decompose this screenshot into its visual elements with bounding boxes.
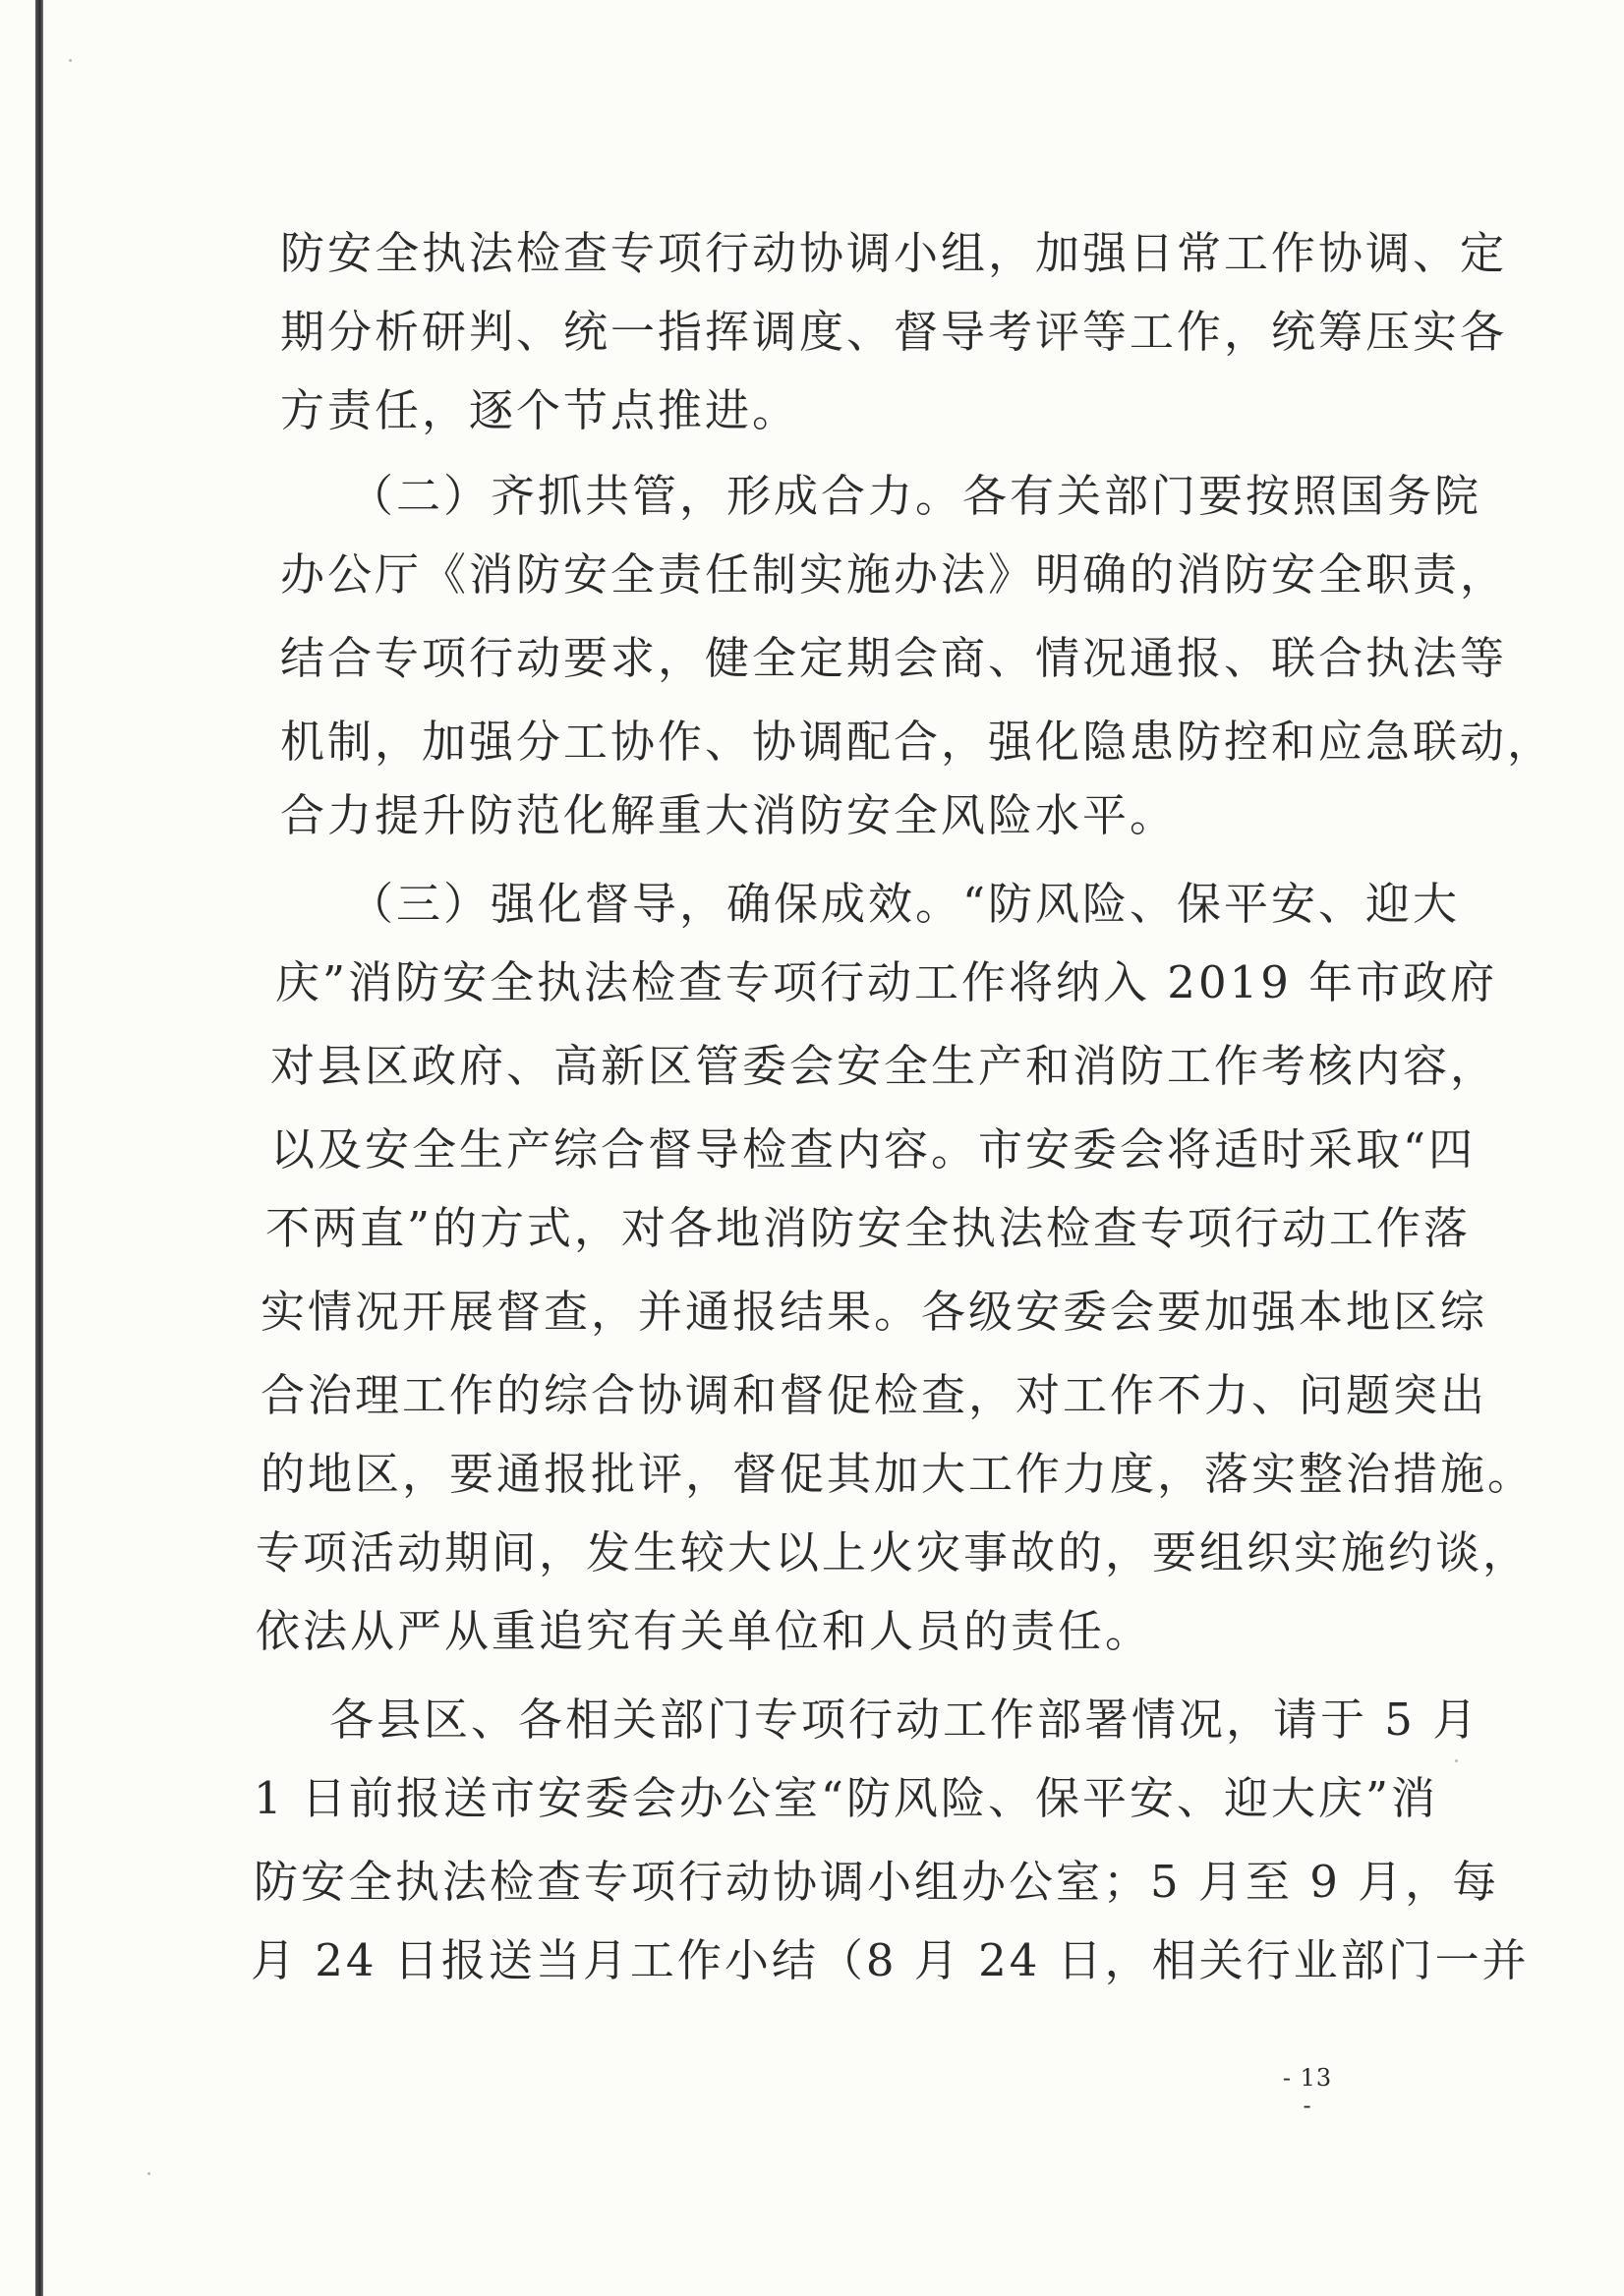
body-line: 防安全执法检查专项行动协调小组，加强日常工作协调、定 (280, 227, 1508, 279)
scan-binding-edge (35, 0, 43, 2296)
body-line: 方责任，逐个节点推进。 (280, 384, 800, 436)
body-line: 对县区政府、高新区管委会安全生产和消防工作考核内容， (270, 1040, 1498, 1092)
body-line: 合力提升防范化解重大消防安全风险水平。 (280, 789, 1178, 841)
body-line: 不两直”的方式，对各地消防安全执法检查专项行动工作落 (265, 1202, 1472, 1254)
body-line: 实情况开展督查，并通报结果。各级安委会要加强本地区综 (261, 1286, 1488, 1338)
body-line: 依法从严从重追究有关单位和人员的责任。 (256, 1605, 1153, 1657)
body-line: 合治理工作的综合协调和督促检查，对工作不力、问题突出 (261, 1369, 1488, 1421)
body-line: （二）齐抓共管，形成合力。各有关部门要按照国务院 (349, 470, 1482, 522)
body-line: 月 24 日报送当月工作小结（8 月 24 日，相关行业部门一并 (251, 1934, 1530, 1986)
body-line: 机制，加强分工协作、协调配合，强化隐患防控和应急联动， (280, 716, 1555, 768)
body-line: 的地区，要通报批评，督促其加大工作力度，落实整治措施。 (261, 1448, 1536, 1500)
scan-speck (69, 59, 72, 62)
body-line: 期分析研判、统一指挥调度、督导考评等工作，统筹压实各 (280, 306, 1508, 358)
body-line: （三）强化督导，确保成效。“防风险、保平安、迎大 (349, 878, 1461, 930)
body-line: 庆”消防安全执法检查专项行动工作将纳入 2019 年市政府 (275, 956, 1498, 1008)
body-line: 结合专项行动要求，健全定期会商、情况通报、联合执法等 (280, 632, 1508, 684)
body-line: 各县区、各相关部门专项行动工作部署情况，请于 5 月 (329, 1693, 1480, 1746)
body-line: 专项活动期间，发生较大以上火灾事故的，要组织实施约谈， (256, 1526, 1531, 1578)
body-line: 以及安全生产综合督导检查内容。市安委会将适时采取“四 (270, 1123, 1477, 1176)
body-line: 办公厅《消防安全责任制实施办法》明确的消防安全职责， (280, 548, 1508, 601)
scan-speck (1455, 1759, 1458, 1762)
page-number: - 13 - (1282, 2064, 1333, 2119)
scan-speck (147, 2172, 150, 2175)
body-line: 防安全执法检查专项行动协调小组办公室；5 月至 9 月，每 (254, 1856, 1500, 1908)
body-line: 1 日前报送市安委会办公室“防风险、保平安、迎大庆”消 (254, 1772, 1438, 1824)
